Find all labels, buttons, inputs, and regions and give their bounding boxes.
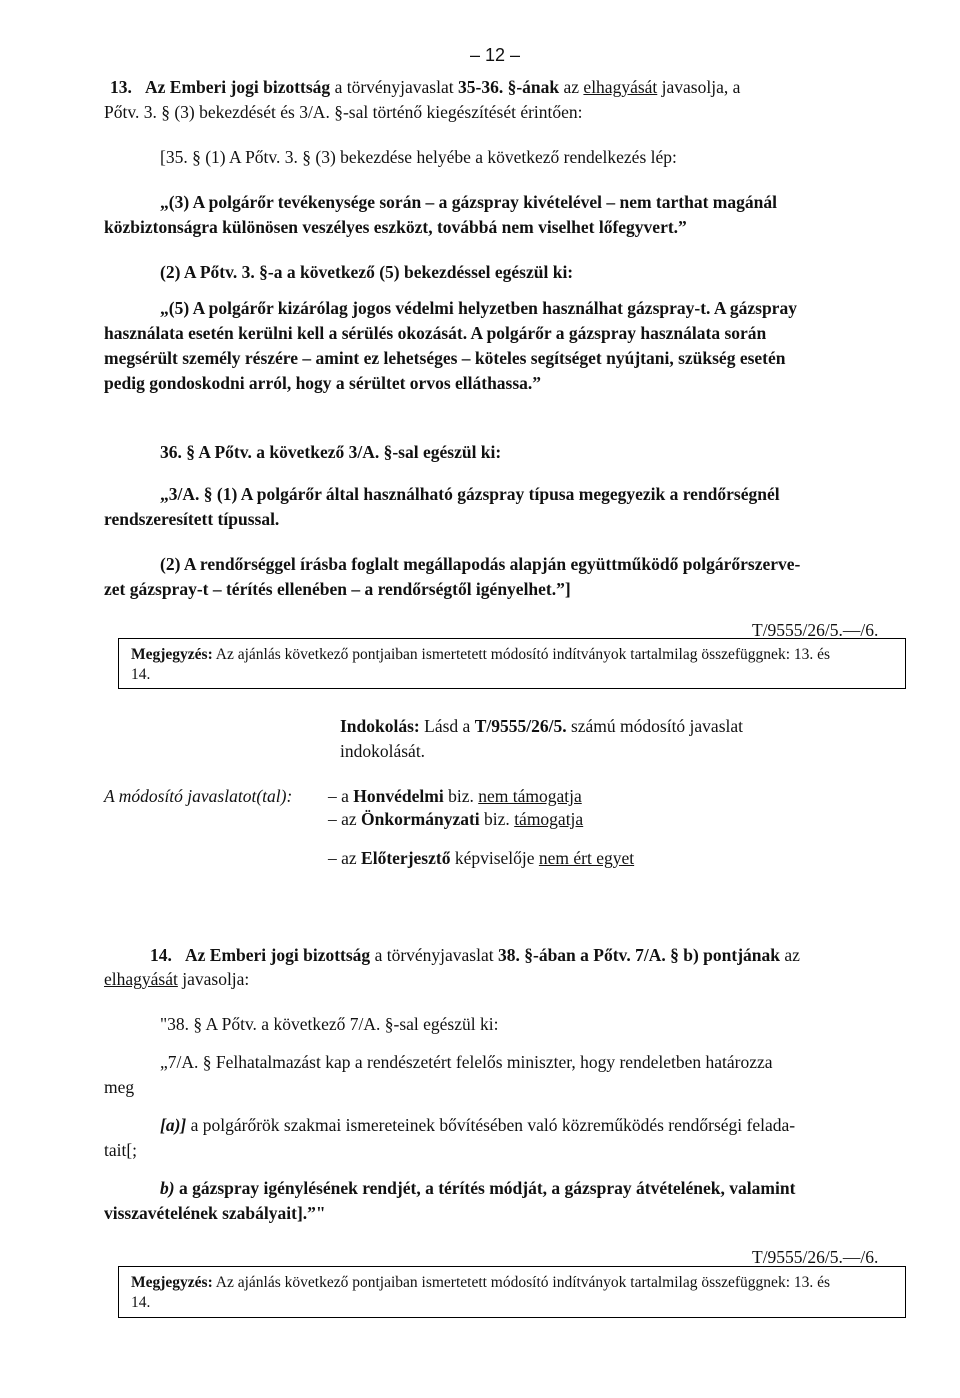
section3a-line2: rendszeresített típussal. [104, 509, 280, 529]
quote2-line2: használata esetén kerülni kell a sérülés okozását. A polgárőr a gázspray használata során [104, 323, 767, 343]
item14-note-text-2: 14. [131, 1294, 151, 1311]
item14-l1-mid: a törvényjavaslat [370, 945, 498, 965]
quote1-line1: „(3) A polgárőr tevékenysége során – a gázspray kivételével – nem tarthat magánál [160, 192, 777, 212]
sup1-mid: biz. [443, 786, 479, 806]
justification-ref: T/9555/26/5. [474, 716, 567, 736]
item13-l1-mid: a törvényjavaslat [330, 77, 458, 97]
item14-l2-end: javasolja: [177, 969, 250, 989]
sup3-proposer: Előterjesztő [361, 848, 451, 868]
item14-number: 14. [150, 945, 172, 965]
quote1-line2: közbiztonságra különösen veszélyes eszközt, továbbá nem viselhet lőfegyvert.” [104, 217, 687, 237]
item13-line2: Pőtv. 3. § (3) bekezdését és 3/A. §-sal történő kiegészítését érintően: [104, 102, 583, 122]
justification-line2: indokolását. [340, 741, 426, 761]
supporters-label: A módosító javaslatot(tal): [104, 786, 293, 806]
item13-sections: 35-36. §-ának [458, 77, 560, 97]
sup3-mid: képviselője [450, 848, 539, 868]
point-a-label: [a)] [160, 1115, 187, 1135]
point-b-line1 [160, 1177, 795, 1199]
item13-committee: Az Emberi jogi bizottság [145, 77, 331, 97]
item14-line1 [150, 944, 800, 966]
point-b-text: a gázspray igénylésének rendjét, a térítés módját, a gázspray átvételének, valamint [174, 1178, 796, 1198]
section38: "38. § A Pőtv. a következő 7/A. §-sal egészül ki: [160, 1014, 499, 1034]
point-b-label: b) [160, 1178, 175, 1198]
item13-note-text-2: 14. [131, 666, 151, 683]
item14-elhagyasat: elhagyását [104, 969, 178, 989]
quote2-line1: „(5) A polgárőr kizárólag jogos védelmi helyzetben használhat gázspray-t. A gázspray [160, 298, 797, 318]
item14-sections: 38. §-ában a Pőtv. 7/A. § b) pontjának [498, 945, 780, 965]
supporter-2 [328, 808, 583, 830]
item14-note-text: Az ajánlás következő pontjaiban ismertetett módosító indítványok tartalmilag összefüggnek: 13. és [212, 1274, 831, 1291]
section7a-line2: meg [104, 1077, 135, 1097]
sup2-position: támogatja [514, 809, 584, 829]
section3a-line1: „3/A. § (1) A polgárőr által használható gázspray típusa megegyezik a rendőrségnél [160, 484, 780, 504]
supporter-3 [328, 847, 634, 869]
item13-reference: T/9555/26/5.—/6. [752, 620, 879, 640]
sup3-position: nem ért egyet [538, 848, 635, 868]
item14-l1-end: az [780, 945, 800, 965]
sup2-pre: – az [328, 809, 362, 829]
point-a-line2: tait[; [104, 1140, 138, 1160]
point-a-text: a polgárőrök szakmai ismereteinek bővítésében való közreműködés rendőrségi felada- [186, 1115, 796, 1135]
sup1-pre: – a [328, 786, 354, 806]
sup3-pre: – az [328, 848, 362, 868]
item13-note-text: Az ajánlás következő pontjaiban ismertetett módosító indítványok tartalmilag összefüggnek: 13. és [212, 646, 831, 663]
quote2-line4: pedig gondoskodni arról, hogy a sérültet orvos elláthassa.” [104, 373, 542, 393]
justification-text-a: Lásd a [419, 716, 475, 736]
sup2-mid: biz. [479, 809, 515, 829]
item13-l1-end: javasolja, a [657, 77, 741, 97]
page-number: – 12 – [470, 45, 521, 65]
item14-reference: T/9555/26/5.—/6. [752, 1247, 879, 1267]
item14-committee: Az Emberi jogi bizottság [185, 945, 371, 965]
item14-line2 [104, 968, 249, 990]
item13-number: 13. [110, 77, 132, 97]
para2: (2) A Pőtv. 3. §-a a következő (5) bekezdéssel egészül ki: [160, 262, 574, 282]
item13-note-label: Megjegyzés: [131, 646, 213, 663]
section36: 36. § A Pőtv. a következő 3/A. §-sal egészül ki: [160, 442, 502, 462]
item13-note-box [118, 638, 906, 689]
section3a2-line1: (2) A rendőrséggel írásba foglalt megállapodás alapján együttműködő polgárőrszerve- [160, 554, 801, 574]
point-a-line1 [160, 1114, 795, 1136]
sup2-committee: Önkormányzati [361, 809, 480, 829]
item14-note-box [118, 1266, 906, 1318]
point-b-line2: visszavételének szabályait].”" [104, 1203, 326, 1223]
section7a-line1: „7/A. § Felhatalmazást kap a rendészetért felelős miniszter, hogy rendeletben határozza [160, 1052, 773, 1072]
quote2-line3: megsérült személy részére – amint ez lehetséges – köteles segítséget nyújtani, szükség esetén [104, 348, 786, 368]
item13-elhagyasat: elhagyását [583, 77, 658, 97]
justification-label: Indokolás: [340, 716, 420, 736]
justification-text-b: számú módosító javaslat [566, 716, 744, 736]
item13-line1 [110, 76, 740, 98]
item13-line3: [35. § (1) A Pőtv. 3. § (3) bekezdése helyébe a következő rendelkezés lép: [160, 147, 677, 167]
section3a2-line2: zet gázspray-t – térítés ellenében – a rendőrségtől igényelhet.”] [104, 579, 571, 599]
supporter-1 [328, 785, 582, 807]
justification-line1 [340, 715, 743, 737]
sup1-committee: Honvédelmi [353, 786, 444, 806]
item14-note-label: Megjegyzés: [131, 1274, 213, 1291]
item13-az: az [559, 77, 584, 97]
sup1-position: nem támogatja [478, 786, 582, 806]
